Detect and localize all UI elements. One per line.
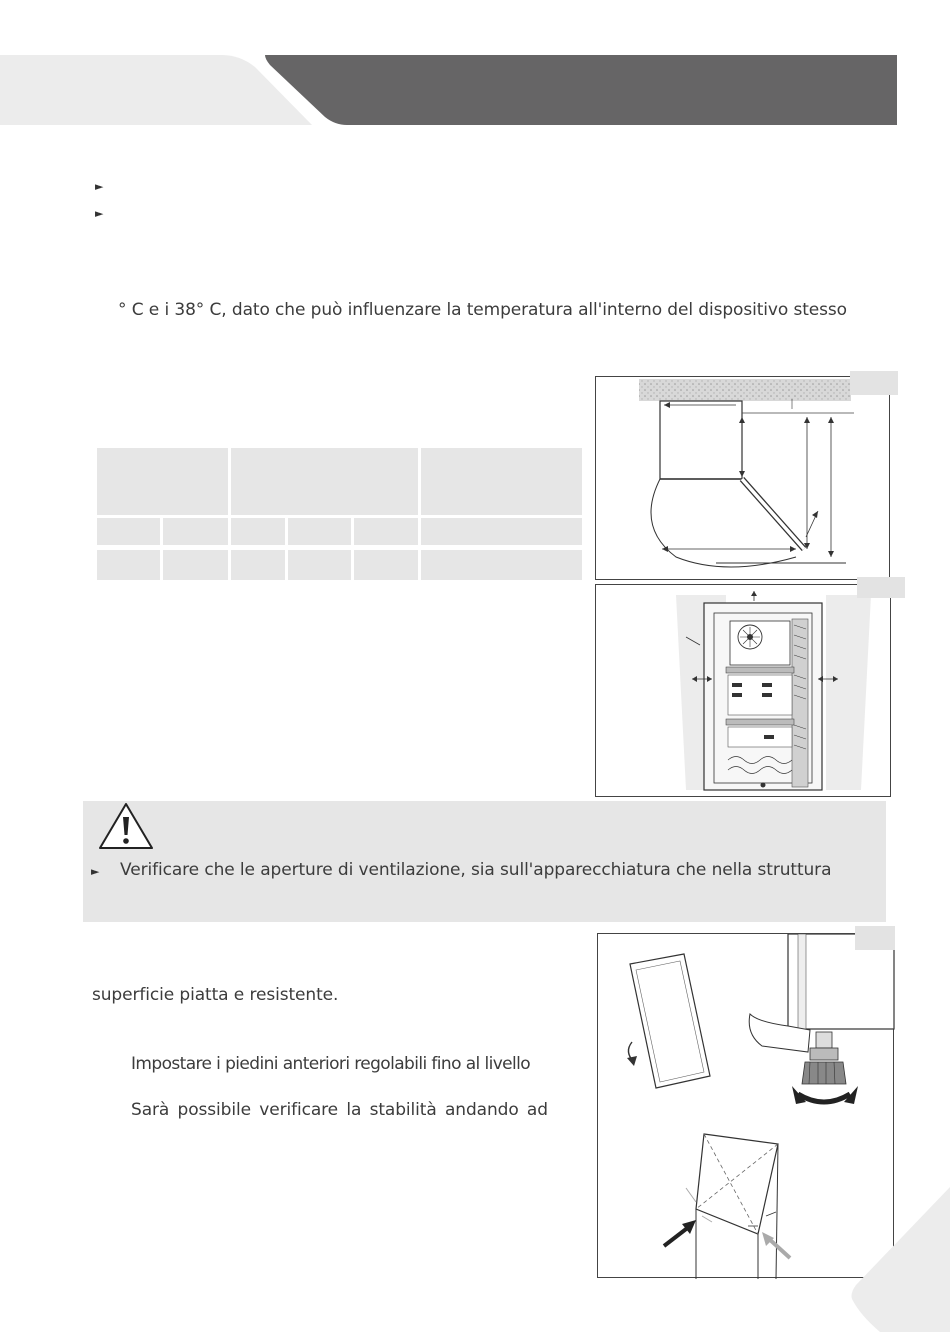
table-header-cell <box>97 448 228 515</box>
table-cell <box>354 550 418 580</box>
figure-door-clearance <box>595 376 890 580</box>
surface-text: superficie piatta e resistente. <box>92 985 339 1005</box>
table-cell <box>288 518 351 545</box>
stability-check-text: Sarà possibile verificare la stabilità andando ad <box>131 1100 548 1120</box>
door-clearance-diagram <box>596 377 891 581</box>
table-cell <box>163 550 228 580</box>
table-cell <box>97 550 160 580</box>
appliance-top-view <box>660 401 742 479</box>
temperature-range-text: ° C e i 38° C, dato che può influenzare la temperatura all'interno del dispositivo stesso <box>118 300 847 320</box>
front-clearance-diagram <box>596 585 892 798</box>
table-cell <box>231 518 285 545</box>
warning-triangle-icon <box>97 801 155 851</box>
wall-hatching <box>639 379 851 401</box>
table-cell <box>421 550 582 580</box>
table-cell <box>163 518 228 545</box>
table-header-cell <box>421 448 582 515</box>
table-cell <box>97 518 160 545</box>
header-dark-band <box>265 55 897 125</box>
table-cell <box>288 550 351 580</box>
adjust-feet-text: Impostare i piedini anteriori regolabili fino al livello <box>131 1054 531 1074</box>
bullet-marker: ► <box>95 180 104 193</box>
bullet-marker: ► <box>95 207 104 220</box>
table-cell <box>354 518 418 545</box>
figure-tab <box>857 577 905 598</box>
table-cell <box>231 550 285 580</box>
figure-front-clearance <box>595 584 891 797</box>
ventilation-warning-text: Verificare che le aperture di ventilazione, sia sull'apparecchiatura che nella struttura <box>120 860 832 880</box>
table-header-cell <box>231 448 418 515</box>
adjustable-foot-icon <box>810 1048 838 1060</box>
table-cell <box>421 518 582 545</box>
figure-tab <box>855 926 895 950</box>
figure-tab <box>850 371 898 395</box>
page-corner-decoration <box>850 1187 950 1332</box>
bullet-marker: ► <box>91 865 100 878</box>
